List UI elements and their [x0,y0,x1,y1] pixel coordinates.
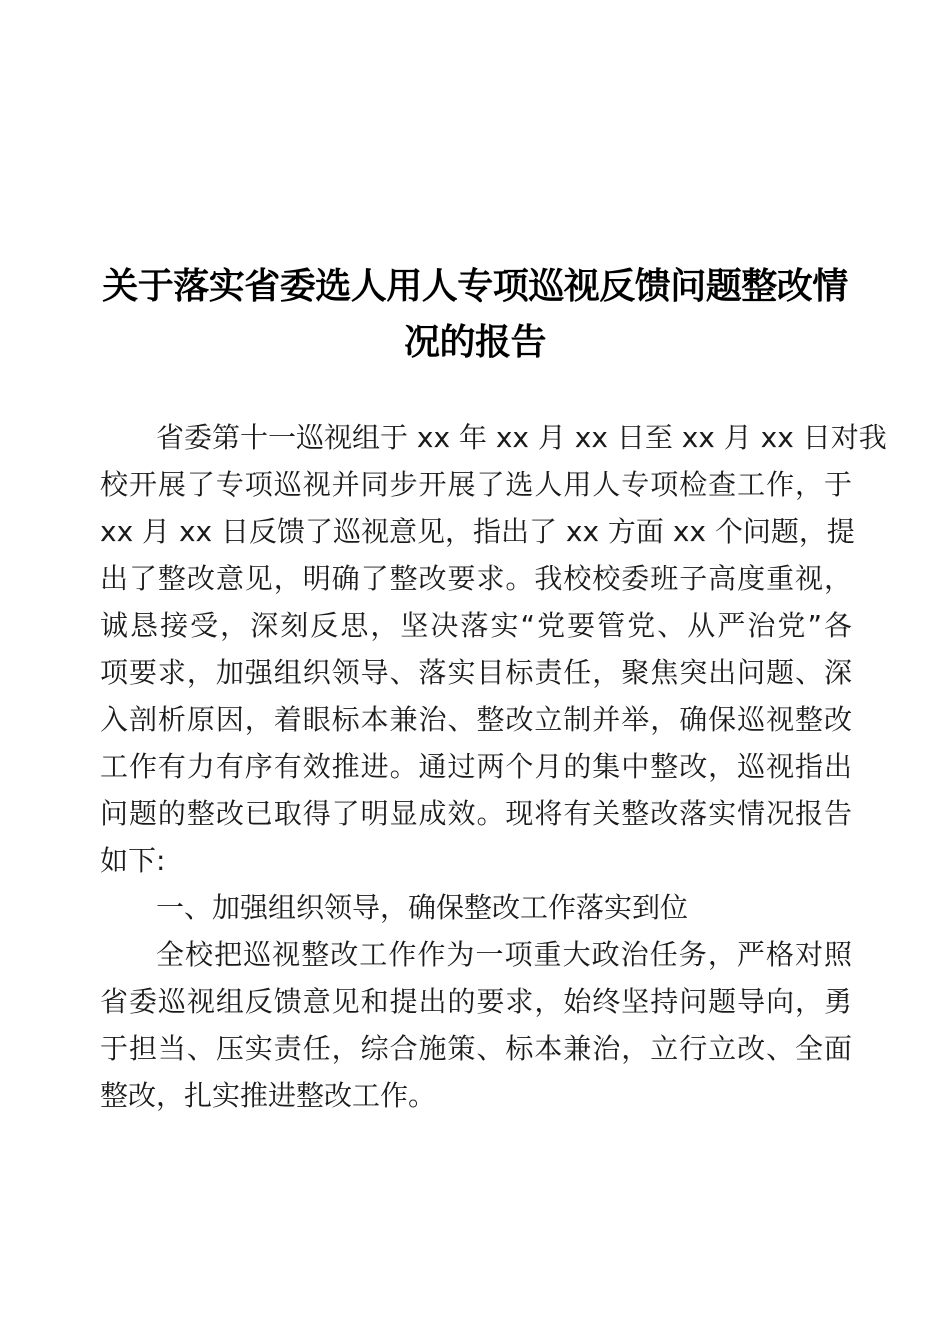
text-line: xx 月 xx 日反馈了巡视意见，指出了 xx 方面 xx 个问题，提 [100,515,855,548]
text-line: 入剖析原因，着眼标本兼治、整改立制并举，确保巡视整改 [100,703,852,736]
title-line: 关于落实省委选人用人专项巡视反馈问题整改情 [102,265,848,307]
text-line: 如下: [100,844,166,877]
section-heading-text: 一、加强组织领导，确保整改工作落实到位 [156,891,689,924]
text-line: 整改，扎实推进整改工作。 [100,1079,437,1112]
document-title [95,258,855,370]
paragraph-intro [100,414,887,884]
text-line: 项要求，加强组织领导、落实目标责任，聚焦突出问题、深 [100,656,852,689]
text-line: 全校把巡视整改工作作为一项重大政治任务，严格对照 [156,938,852,971]
text-line: 于担当、压实责任，综合施策、标本兼治，立行立改、全面 [100,1032,852,1065]
text-line: 省委第十一巡视组于 xx 年 xx 月 xx 日至 xx 月 xx 日对我 [156,421,887,454]
text-line: 省委巡视组反馈意见和提出的要求，始终坚持问题导向，勇 [100,985,852,1018]
text-line: 工作有力有序有效推进。通过两个月的集中整改，巡视指出 [100,750,852,783]
text-line: 校开展了专项巡视并同步开展了选人用人专项检查工作，于 [100,468,852,501]
section-heading-1 [100,884,852,931]
title-line: 况的报告 [403,321,546,363]
text-line: 诚恳接受，深刻反思，坚决落实“党要管党、从严治党”各 [100,609,852,642]
document-body [100,414,887,1119]
text-line: 问题的整改已取得了明显成效。现将有关整改落实情况报告 [100,797,852,830]
paragraph-section-1 [100,931,852,1119]
text-line: 出了整改意见，明确了整改要求。我校校委班子高度重视， [100,562,852,595]
